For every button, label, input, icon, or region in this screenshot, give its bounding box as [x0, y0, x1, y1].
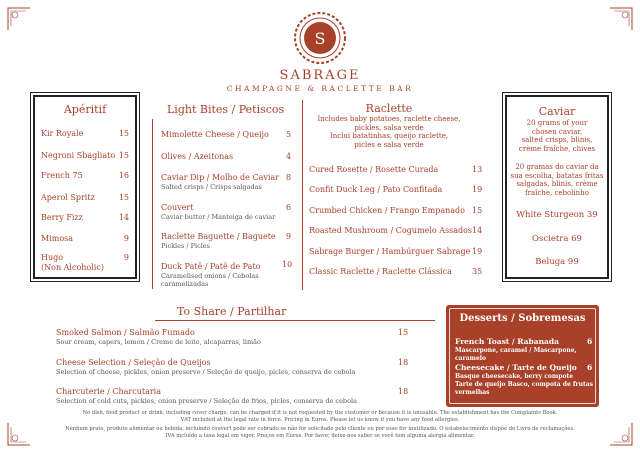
share-item-desc: Sour cream, capers, lemon / Creme de leite, alcaparras, limão — [56, 338, 261, 346]
aperitif-item-name: French 75 — [41, 171, 83, 180]
raclette-item-name: Roasted Mushroom / Cogumelo Assados — [309, 226, 473, 235]
corner-ornament-bottom-left — [6, 421, 32, 447]
aperitif-item-price: 14 — [118, 213, 129, 222]
brand-subtitle: CHAMPAGNE & RACLETTE BAR — [226, 84, 414, 93]
dessert-item-desc: Basque cheesecake, berry compote — [455, 373, 574, 380]
light-bite-desc: Salted crisps / Crisps salgadas — [161, 183, 262, 191]
raclette-item-price: 14 — [472, 226, 483, 235]
aperitif-item-name: Hugo — [41, 253, 64, 262]
light-bite-name: Mimolette Cheese / Queijo — [161, 130, 269, 139]
caviar-desc-line: chosen caviar, — [531, 127, 583, 136]
light-bite-name: Duck Patê / Patê de Pato — [161, 262, 261, 271]
light-bite-name: Couvert — [161, 203, 194, 212]
raclette-item-price: 15 — [472, 206, 483, 215]
aperitif-item-price: 9 — [123, 234, 129, 243]
raclette-item-price: 19 — [472, 185, 483, 194]
dessert-item-price: 6 — [587, 337, 593, 346]
share-item-name: Charcuterie / Charcutaria — [56, 387, 161, 396]
aperitif-item-price: 15 — [118, 193, 129, 202]
aperitif-item-price: 16 — [118, 171, 129, 180]
to-share-divider — [155, 320, 435, 321]
caviar-item: Beluga 99 — [535, 257, 579, 267]
footer-en — [40, 410, 600, 423]
light-bite-price: 10 — [282, 260, 293, 269]
desserts-title: Desserts / Sobremesas — [459, 313, 586, 324]
light-bite-price: 8 — [286, 173, 292, 182]
aperitif-item-name: Aperol Spritz — [41, 193, 95, 202]
caviar-desc-line: salgadas, blinis, crème — [516, 180, 598, 188]
footer-line: VAT included at the legal rate in force. Pricing in Euros. Please let us know if you have any food allergies. — [180, 416, 460, 423]
share-item-name: Cheese Selection / Seleção de Queijos — [56, 358, 211, 367]
raclette-intro-line: Includes baby potatoes, raclette cheese, — [317, 115, 461, 123]
raclette-intro-line: pickles, salsa verde — [354, 123, 424, 132]
raclette-divider — [302, 100, 303, 290]
caviar-item: White Sturgeon 39 — [516, 210, 598, 220]
raclette-item-price: 13 — [472, 165, 483, 174]
light-bite-desc-line2: caramelizadas — [161, 280, 209, 288]
light-bite-desc: Caviar butter / Manteiga de caviar — [161, 213, 276, 221]
desserts-box — [446, 305, 599, 407]
aperitif-item-name-line2: (Non Alcoholic) — [41, 263, 104, 272]
raclette-intro-line: picles e salsa verde — [354, 140, 424, 149]
footer-pt — [40, 426, 600, 439]
dessert-item-desc: Mascarpone, caramel / Mascarpone, caramelo — [455, 347, 577, 362]
raclette-item-name: Crumbed Chicken / Frango Empanado — [309, 206, 465, 215]
light-bite-name: Olives / Azeitonas — [161, 152, 234, 161]
caviar-desc-en — [507, 119, 607, 153]
corner-ornament-bottom-right — [608, 421, 634, 447]
share-item-price: 18 — [398, 358, 409, 367]
aperitif-item-price: 9 — [123, 253, 129, 262]
share-item-name: Smoked Salmon / Salmão Fumado — [56, 328, 195, 337]
aperitif-item-name: Negroni Sbagliato — [41, 151, 116, 160]
sabrage-logo — [292, 10, 348, 66]
corner-ornament-top-right — [608, 6, 634, 32]
caviar-desc-line: crème fraîche, chives — [518, 144, 596, 153]
corner-ornament-top-left — [6, 6, 32, 32]
aperitif-item-name: Berry Fizz — [41, 213, 83, 222]
share-item-price: 15 — [398, 328, 409, 337]
caviar-desc-pt — [507, 163, 607, 197]
aperitif-panel — [33, 95, 137, 279]
raclette-item-price: 19 — [472, 247, 483, 256]
dessert-item-desc: Tarte de queijo Basco, compota de frutas — [455, 381, 593, 388]
caviar-desc-line: 20 gramas do caviar da — [515, 163, 599, 171]
raclette-intro — [309, 115, 469, 149]
raclette-item-name: Classic Raclette / Raclette Clássica — [309, 267, 452, 276]
brand-name: SABRAGE — [279, 68, 361, 83]
aperitif-item-price: 15 — [118, 129, 129, 138]
light-bites-title: Light Bites / Petiscos — [167, 103, 285, 116]
caviar-item: Oscietra 69 — [532, 234, 582, 244]
light-bite-desc: Caramelised onions / Cebolas — [161, 272, 259, 280]
caviar-desc-line: 20 grams of your — [526, 119, 588, 127]
raclette-item-name: Confit Duck Leg / Pato Confitada — [309, 185, 443, 194]
aperitif-item-name: Mimosa — [41, 234, 74, 243]
footer-line: IVA incluído a taxa legal em vigor. Preços em Euros. Por favor, deixe-nos saber se você tem alguma alergia alimentar. — [165, 432, 475, 439]
footer-line: Nenhum prato, produto alimentar ou bebida, incluindo couvert pode ser cobrado se não for solicitado pelo cliente ou por esse for inutilizado. O estabelecimento dispõe do Livro de reclamações. — [65, 426, 575, 432]
light-bite-price: 6 — [286, 203, 292, 212]
share-item-desc: Selection of cheese, pickles, onion preserve / Seleção de queijo, picles, conserva de cebola — [56, 368, 356, 376]
aperitif-item-price: 15 — [118, 151, 129, 160]
caviar-desc-line: sua escolha, batatas fritas — [510, 171, 604, 180]
caviar-desc-line: salted crisps, blinis, — [521, 136, 593, 144]
aperitif-title: Apéritif — [63, 103, 107, 116]
raclette-item-price: 35 — [472, 267, 483, 276]
aperitif-item-name: Kir Royale — [41, 129, 84, 138]
caviar-panel — [505, 95, 609, 279]
caviar-title: Caviar — [538, 105, 576, 118]
share-item-price: 18 — [398, 387, 409, 396]
light-bite-price: 4 — [286, 152, 292, 161]
raclette-title: Raclette — [365, 102, 413, 115]
logo-monogram: S — [314, 29, 326, 48]
dessert-item-desc: vermelhas — [455, 389, 490, 396]
raclette-item-name: Cured Rosette / Rosette Curada — [309, 165, 439, 174]
dessert-item-name: Cheesecake / Tarte de Queijo — [455, 363, 577, 372]
share-item-desc: Selection of cold cuts, pickles, onion preserve / Seleção de frios, picles, conserva de cebola — [56, 397, 357, 405]
dessert-item-name: French Toast / Rabanada — [455, 337, 560, 346]
raclette-item-name: Sabrage Burger / Hambúrguer Sabrage — [309, 247, 471, 256]
caviar-desc-line: fraîche, cebolinho — [525, 188, 589, 197]
light-bite-price: 9 — [286, 232, 292, 241]
light-bites-divider — [152, 119, 153, 289]
light-bite-desc: Pickles / Picles — [161, 242, 210, 250]
dessert-item-price: 6 — [587, 363, 593, 372]
to-share-title: To Share / Partilhar — [177, 305, 287, 318]
footer-line: No dish, food product or drink, including cover charge, can be charged if it is not requested by the customer or because it is unusable. The establishment has the Complaints Book. — [82, 410, 558, 416]
light-bite-name: Raclette Baguette / Baguete — [161, 232, 276, 241]
raclette-intro-line: Inclui batatinhas, queijo raclette, — [329, 132, 449, 140]
light-bite-name: Caviar Dip / Molho de Caviar — [161, 173, 280, 182]
light-bite-price: 5 — [286, 130, 292, 139]
